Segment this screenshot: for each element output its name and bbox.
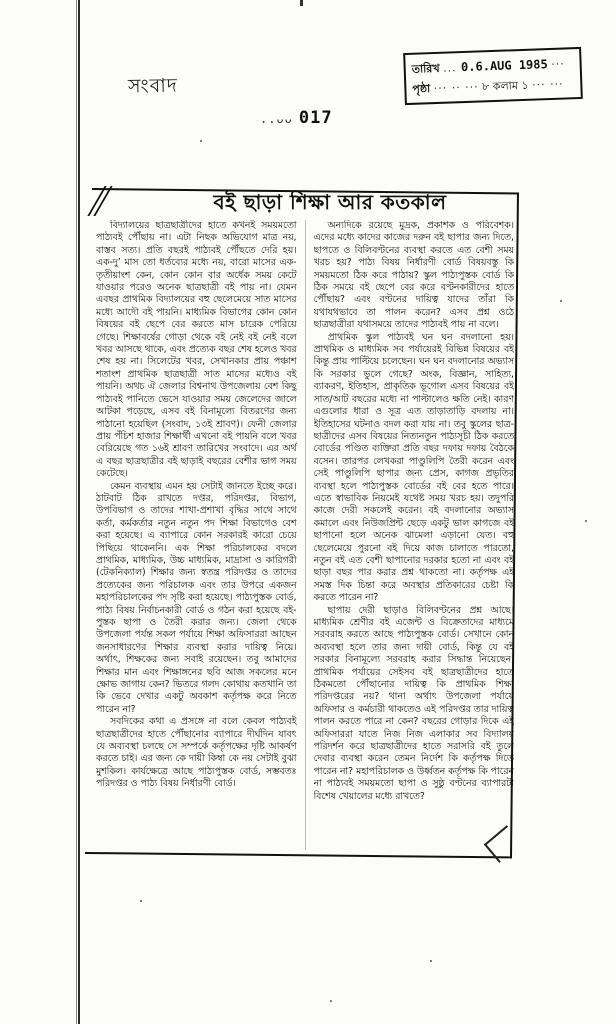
stamp-page-value: ৮ কলাম ১: [481, 78, 529, 94]
scan-mark: [300, 0, 303, 6]
scan-speck: [585, 520, 587, 522]
paragraph: বিদ্যালয়ের ছাত্রছাত্রীদের হাতে কখনই সময়মতো পাঠ্যবই পৌঁছায় না। এটা নিছক অভিযোগ মাত্র নয়, বাস্তব সত্য। প্রতি বছরই পাঠ্যবই পৌঁছতে দেরি হয়। এক-দু’ মাস তো ধর্তব্যের মধ্যে নয়, বারো মাসের এক-তৃতীয়াংশ কেন, কোন কোন বার অর্ধেক সময় কেটে যাওয়ার পরেও অনেক ছাত্রছাত্রী বই পায় না। যেমন এবছর প্রাথমিক বিদ্যালয়ের বহু ছেলেমেয়ে সাত মাসের মধ্যে আদৌ বই পায়নি। মাধ্যমিক বিভাগের কোন কোন বিষয়ের বই ছেপে বের করতে মাস চারেক পেরিয়ে গেছে। শিক্ষাবর্ষের গোড়া থেকে বই নেই বই নেই বলে খবর আসছে থাকে, এবং প্রত্যেক বছর শেষ হলেও খবর শেষ হয় না। সিলেটের খবর, সেখানকার প্রায় পঞ্চাশ শতাংশ প্রাথমিক ছাত্রছাত্রী সাত মাসের মধ্যেও বই পায়নি। অথচ ঐ জেলার বিশ্বনাথ উপজেলায় বেশ কিছু পাঠ্যবই পানিতে ভেসে যাওয়ার সময় জেলেদের জালে আটকা পড়েছে, এসব বই বিনামূল্যে বিতরণের জন্য পাঠানো হয়েছিল (সংবাদ, ১৩ই শ্রাবণ)। ফেনী জেলার প্রায় পঁচিশ হাজার শিক্ষার্থী এখনো বই পায়নি বলে খবর বেরিয়েছে গত ১৬ই শ্রাবণ তারিখের সংবাদে। এর অর্থ এ বছর ছাত্রছাত্রীর বই ছাড়াই বছরের বেশীর ভাগ সময় কেটেছে।: [96, 220, 297, 480]
archive-stamp: [403, 47, 583, 105]
column-divider: [305, 220, 306, 850]
article-headline: বই ছাড়া শিক্ষা আর কতকাল: [213, 190, 447, 214]
paragraph: প্রাথমিক স্কুল পাঠ্যবই ঘন ঘন বদলানো হয়। প্রাথমিক ও মাধ্যমিক সব পর্যায়েরই বিভিন্ন বিষয়ের বই কিন্তু প্রায় পাল্টিয়ে চলেছেন। ঘন ঘন বদলানোর অভ্যাস কি সরকার ভুলে গেছে? অংক, বিজ্ঞান, সাহিত্য, ব্যাকরণ, ইতিহাস, প্রাকৃতিক ভূগোল এসব বিষয়ের বই সাত/আট বছরের মধ্যে না পাল্টালেও ক্ষতি নেই। কারণ এগুলোর ধারা ও সূত্র এত তাড়াতাড়ি বদলায় না। ইতিহাসের ঘটনাও বদল করা যায় না। তবু স্কুলের ছাত্র-ছাত্রীদের এসব বিষয়ের নিত্যনতুন পাঠ্যসূচী ঠিক করতে বোর্ডের পণ্ডিত ব্যক্তিরা প্রতি বছর দফায় দফায় বৈঠকে বসেন। তারপর লেখকরা পাণ্ডুলিপি তৈরী করেন এবং সেই পাণ্ডুলিপি ছাপার জন্য প্রেস, কাগজ প্রভৃতির ব্যবস্থা হলে পাঠ্যপুস্তক বোর্ডের বই বের হতে পারে। এতে স্বাভাবিক নিয়মেই যথেষ্ট সময় খরচ হয়। তদুপরি কাজে দেরী সকলেই করেন। বই বদলানোর অভ্যাস কমালে এবং নিউজপ্রিন্ট ছেড়ে একটু ভাল কাগজে বই ছাপানো হলে অনেক ঝামেলা এড়ানো যেত। বহু ছেলেমেয়ে পুরনো বই দিয়ে কাজ চালাতে পারতো, নতুন বই এত বেশী ছাপানোর দরকার হতো না এবং বই ছাড়া বছর পার করার প্রশ্ন থাকতো না। কর্তৃপক্ষ এই সমস্ত দিক চিন্তা করে অবস্থার প্রতিকারের চেষ্টা কি করতে পারেন না?: [313, 331, 514, 604]
paragraph: কেমন ব্যবস্থায় এমন হয় সেটাই জানতে ইচ্ছে করে। ঠাটবাট ঠিক রাখতে দপ্তর, পরিদপ্তর, বিভাগ, উপবিভাগ ও তাদের শাখা-প্রশাখা বৃদ্ধির সাথে সাথে কর্তা, কর্মকর্তার নতুন নতুন পদ শিক্ষা বিভাগেও বেশ করা হয়েছে। এ ব্যাপারে কোন সরকারই কারো চেয়ে পিছিয়ে থাকেননি। এক শিক্ষা পরিচালকের বদলে প্রাথমিক, মাধ্যমিক, উচ্চ মাধ্যমিক, মাদ্রাসা ও কারিগরী (টেকনিক্যাল) শিক্ষার জন্য স্বতন্ত্র পরিদপ্তর ও তাদের প্রত্যেকের জন্য পরিচালক এবং তার উপরে একজন মহাপরিচালকের পদ সৃষ্টি করা হয়েছে। পাঠ্যপুস্তক বোর্ড, পাঠ্য বিষয় নির্বাচনকারী বোর্ড ও গঠন করা হয়েছে বই-পুস্তক ছাপা ও তৈরী করার জন্য। জেলা থেকে উপজেলা পর্যন্ত সকল পর্যায়ে শিক্ষা অফিসাররা আছেন জনসাধারণের শিক্ষার ব্যবস্থা করার দায়িত্ব নিয়ে। অর্থাৎ, শিক্ষকের জন্য সবাই রয়েছেন। তবু আমাদের শিক্ষার মান এবং শিক্ষাঙ্গনের ছবি আজ সকলের মনে ক্ষোভ জাগায় কেন? ভিতরে গলদ কোথায় কতখানি তা কি ভেবে দেখার একটু অবকাশ কর্তৃপক্ষ করে নিতে পারেন না?: [96, 480, 297, 715]
stamp-date-row: তারিখ ... 0.6.AUG 1985 ···: [411, 57, 565, 76]
stamp-page-label: পৃষ্ঠা: [412, 82, 431, 96]
article-column-right: [314, 220, 515, 850]
paragraph: অন্যদিকে রয়েছে মুদ্রক, প্রকাশক ও পরিবেশক। এদের মধ্যে কাদের কাজের দরুন বই ছাপার জন্য দিতে, ছাপতে ও বিলিবণ্টনের ব্যবস্থা করতে এত বেশী সময় খরচ হয়? পাঠ্য বিষয় নির্ধারণী বোর্ড বিষয়বস্তু কি সময়মতো ঠিক করে পাঠায়? স্কুল পাঠ্যপুস্তক বোর্ড কি ঠিক সময়ে বই ছেপে বের করে বণ্টনকারীদের হাতে পৌঁছায়? এবং বণ্টনের দায়িত্ব যাদের তাঁরা কি যথাযথভাবে তা পালন করেন? এসব প্রশ্ন ওঠে ছাত্রছাত্রীরা যথাসময়ে তাদের পাঠ্যবই পায় না বলে।: [313, 220, 514, 331]
page-number-prefix: ..ᴗᴗ: [260, 112, 293, 126]
scan-speck: [330, 1000, 332, 1002]
paragraph: সবদিকের কথা এ প্রসঙ্গে না বলে কেবল পাঠ্যবই ছাত্রছাত্রীদের হাতে পৌঁছানোর ব্যাপারে দীর্ঘদিন যাবৎ যে অব্যবস্থা চলছে সে সম্পর্কে কর্তৃপক্ষের দৃষ্টি আকর্ষণ করতে চাই। এর জন্য কে দায়ী কিম্বা কে নয় সেটাই বুঝা মুশকিল। কার্যক্ষেত্রে আছে পাঠ্যপুস্তক বোর্ড, সম্ভবতঃ পরিদপ্তর ও পাঠ্য বিষয় নির্ধারণী বোর্ড।: [96, 716, 297, 790]
page-number: [260, 108, 333, 128]
stamp-page-row: পৃষ্ঠা ··· ·· ··· ৮ কলাম ১ ··· ···: [412, 77, 564, 96]
source-handwritten-label: সংবাদ: [127, 74, 178, 98]
margin-rule: [78, 0, 80, 1024]
scan-speck: [560, 300, 562, 302]
margin-rule-faint: [76, 0, 77, 1024]
page-number-value: 017: [298, 108, 333, 128]
paragraph: ছাপায় দেরী ছাড়াও বিলিবণ্টনের প্রশ্ন আছে। মাধ্যমিক শ্রেণীর বই এজেন্ট ও বিক্রেতাদের মাধ্যমে সরবরাহ করতে আছে পাঠ্যপুস্তক বোর্ড। সেখানে কোন অব্যবস্থা হলে তার জন্য দায়ী বোর্ড, কিন্তু যে বই সরকার বিনামূল্যে সরবরাহ করার সিদ্ধান্ত নিয়েছেন, প্রাথমিক পর্যায়ের সেইসব বই ছাত্রছাত্রীদের হাতে ঠিকমতো পৌঁছানোর দায়িত্ব কি প্রাথমিক শিক্ষা পরিদপ্তরের নয়? থানা অর্থাৎ উপজেলা পর্যায়ে অফিসার ও কর্মচারী থাকতেও এই পরিদপ্তর তার দায়িত্ব পালন করতে পারে না কেন? বছরের গোড়ার দিকে এই অফিসাররা যাতে নিজ নিজ এলাকার সব বিদ্যালয় পরিদর্শন করে ছাত্রছাত্রীদের হাতে সরাসরি বই তুলে দেবার ব্যবস্থা করেন তেমন নির্দেশ কি কর্তৃপক্ষ দিতে পারেন না? মহাপরিচালক ও উর্ধ্বতন কর্তৃপক্ষ কি পারেন না পাঠ্যবই সময়মতো ছাপা ও সুষ্ঠু বণ্টনের ব্যাপারটা বিশেষ খেয়ালের মধ্যে রাখতে?: [313, 604, 514, 802]
stamp-date-label: তারিখ: [411, 61, 440, 76]
article-body: [96, 220, 514, 850]
stamp-date-value: 0.6.AUG 1985: [460, 57, 548, 75]
scan-speck: [200, 140, 202, 142]
article-column-left: [96, 220, 297, 850]
scan-speck: [430, 960, 432, 962]
scan-speck: [140, 900, 142, 902]
